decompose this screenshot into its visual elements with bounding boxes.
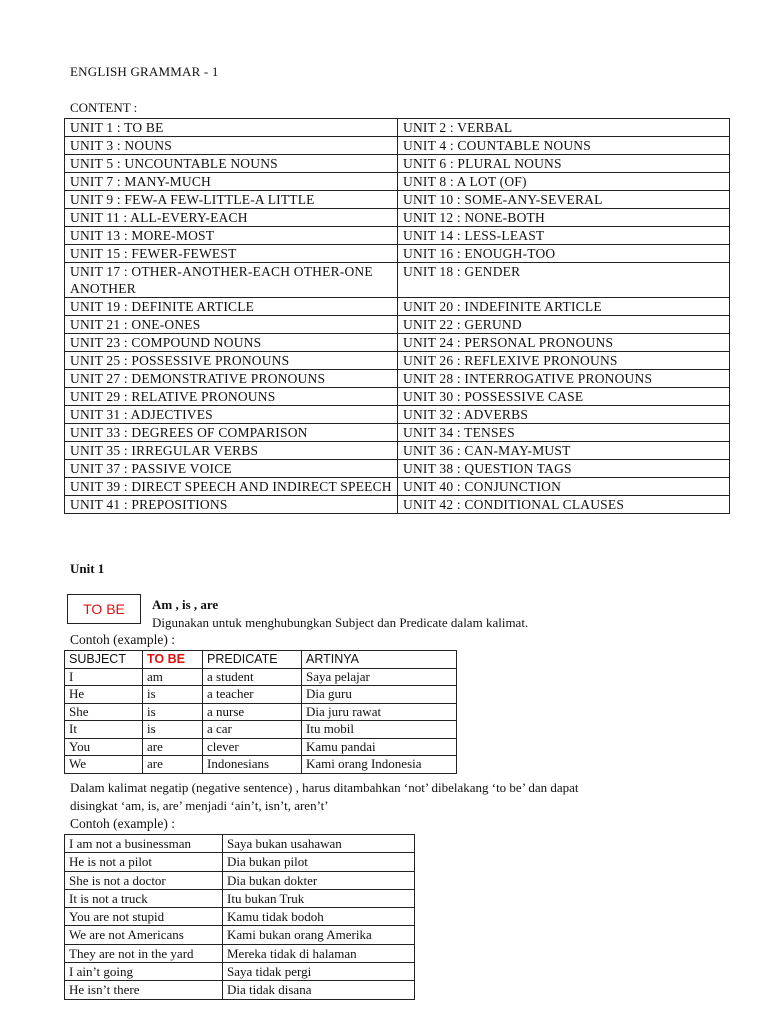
- column-header: PREDICATE: [203, 651, 302, 669]
- toc-unit-left: UNIT 31 : ADJECTIVES: [65, 406, 398, 424]
- toc-unit-right: UNIT 32 : ADVERBS: [398, 406, 730, 424]
- table-row: [65, 889, 415, 907]
- table-cell: is: [143, 686, 203, 704]
- toc-unit-left: UNIT 13 : MORE-MOST: [65, 227, 398, 245]
- table-cell: Saya pelajar: [302, 668, 457, 686]
- toc-row: [65, 460, 730, 478]
- table-cell: is: [143, 703, 203, 721]
- toc-unit-left: UNIT 27 : DEMONSTRATIVE PRONOUNS: [65, 370, 398, 388]
- toc-unit-right: UNIT 22 : GERUND: [398, 316, 730, 334]
- table-row: [65, 871, 415, 889]
- toc-unit-left: UNIT 1 : TO BE: [65, 119, 398, 137]
- toc-unit-left: UNIT 7 : MANY-MUCH: [65, 173, 398, 191]
- table-row: [65, 756, 457, 774]
- table-cell: a car: [203, 721, 302, 739]
- table-cell: Dia bukan pilot: [223, 853, 415, 871]
- toc-unit-left: UNIT 9 : FEW-A FEW-LITTLE-A LITTLE: [65, 191, 398, 209]
- table-row: [65, 926, 415, 944]
- toc-row: [65, 155, 730, 173]
- negative-examples-table: [64, 834, 415, 1000]
- toc-row: [65, 334, 730, 352]
- table-cell: Dia juru rawat: [302, 703, 457, 721]
- toc-unit-right: UNIT 16 : ENOUGH-TOO: [398, 245, 730, 263]
- toc-row: [65, 496, 730, 514]
- table-row: [65, 853, 415, 871]
- table-cell: a student: [203, 668, 302, 686]
- toc-row: [65, 119, 730, 137]
- toc-unit-right: UNIT 18 : GENDER: [398, 263, 730, 298]
- to-be-table: [64, 650, 457, 774]
- toc-unit-right: UNIT 30 : POSSESSIVE CASE: [398, 388, 730, 406]
- toc-unit-left: UNIT 5 : UNCOUNTABLE NOUNS: [65, 155, 398, 173]
- table-cell: We are not Americans: [65, 926, 223, 944]
- toc-unit-left: UNIT 3 : NOUNS: [65, 137, 398, 155]
- table-row: [65, 963, 415, 981]
- toc-row: [65, 406, 730, 424]
- table-cell: Itu mobil: [302, 721, 457, 739]
- table-cell: Kamu tidak bodoh: [223, 908, 415, 926]
- column-header: TO BE: [143, 651, 203, 669]
- toc-row: [65, 137, 730, 155]
- toc-row: [65, 227, 730, 245]
- to-be-label-box: TO BE: [67, 594, 141, 624]
- toc-row: [65, 352, 730, 370]
- table-row: [65, 686, 457, 704]
- table-cell: It is not a truck: [65, 889, 223, 907]
- toc-unit-left: UNIT 39 : DIRECT SPEECH AND INDIRECT SPEECH: [65, 478, 398, 496]
- table-cell: You: [65, 738, 143, 756]
- table-row: [65, 721, 457, 739]
- toc-unit-right: UNIT 42 : CONDITIONAL CLAUSES: [398, 496, 730, 514]
- toc-unit-right: UNIT 20 : INDEFINITE ARTICLE: [398, 298, 730, 316]
- table-cell: He isn’t there: [65, 981, 223, 999]
- toc-unit-left: UNIT 25 : POSSESSIVE PRONOUNS: [65, 352, 398, 370]
- toc-unit-left: UNIT 37 : PASSIVE VOICE: [65, 460, 398, 478]
- table-cell: He: [65, 686, 143, 704]
- toc-unit-left: UNIT 17 : OTHER-ANOTHER-EACH OTHER-ONE ANOTHER: [65, 263, 398, 298]
- toc-unit-right: UNIT 8 : A LOT (OF): [398, 173, 730, 191]
- column-header: ARTINYA: [302, 651, 457, 669]
- table-cell: Saya tidak pergi: [223, 963, 415, 981]
- toc-unit-left: UNIT 29 : RELATIVE PRONOUNS: [65, 388, 398, 406]
- toc-row: [65, 388, 730, 406]
- toc-unit-right: UNIT 10 : SOME-ANY-SEVERAL: [398, 191, 730, 209]
- table-cell: Itu bukan Truk: [223, 889, 415, 907]
- toc-unit-right: UNIT 26 : REFLEXIVE PRONOUNS: [398, 352, 730, 370]
- table-cell: He is not a pilot: [65, 853, 223, 871]
- toc-row: [65, 298, 730, 316]
- contents-table: [64, 118, 730, 514]
- table-cell: I: [65, 668, 143, 686]
- toc-row: [65, 209, 730, 227]
- toc-unit-left: UNIT 33 : DEGREES OF COMPARISON: [65, 424, 398, 442]
- page-title: ENGLISH GRAMMAR - 1: [70, 64, 219, 79]
- table-cell: Kami orang Indonesia: [302, 756, 457, 774]
- table-cell: They are not in the yard: [65, 944, 223, 962]
- toc-row: [65, 478, 730, 496]
- toc-unit-right: UNIT 24 : PERSONAL PRONOUNS: [398, 334, 730, 352]
- table-row: [65, 908, 415, 926]
- toc-row: [65, 245, 730, 263]
- table-row: [65, 703, 457, 721]
- toc-unit-right: UNIT 4 : COUNTABLE NOUNS: [398, 137, 730, 155]
- toc-unit-left: UNIT 21 : ONE-ONES: [65, 316, 398, 334]
- toc-unit-left: UNIT 11 : ALL-EVERY-EACH: [65, 209, 398, 227]
- toc-row: [65, 191, 730, 209]
- toc-row: [65, 424, 730, 442]
- negative-explanation-line: Dalam kalimat negatip (negative sentence) , harus ditambahkan ‘not’ dibelakang ‘to be’ dan dapat: [70, 780, 579, 795]
- toc-unit-right: UNIT 6 : PLURAL NOUNS: [398, 155, 730, 173]
- table-cell: She is not a doctor: [65, 871, 223, 889]
- toc-unit-left: UNIT 35 : IRREGULAR VERBS: [65, 442, 398, 460]
- toc-unit-right: UNIT 38 : QUESTION TAGS: [398, 460, 730, 478]
- table-row: [65, 835, 415, 853]
- table-cell: You are not stupid: [65, 908, 223, 926]
- to-be-forms: Am , is , are: [152, 597, 219, 612]
- table-cell: I am not a businessman: [65, 835, 223, 853]
- content-label: CONTENT :: [70, 100, 138, 115]
- table-row: [65, 981, 415, 999]
- table-row: [65, 944, 415, 962]
- toc-unit-right: UNIT 12 : NONE-BOTH: [398, 209, 730, 227]
- table-cell: We: [65, 756, 143, 774]
- to-be-description: Digunakan untuk menghubungkan Subject dan Predicate dalam kalimat.: [152, 615, 529, 630]
- table-cell: Mereka tidak di halaman: [223, 944, 415, 962]
- table-cell: Kamu pandai: [302, 738, 457, 756]
- table-cell: a teacher: [203, 686, 302, 704]
- table-cell: a nurse: [203, 703, 302, 721]
- table-cell: It: [65, 721, 143, 739]
- table-cell: is: [143, 721, 203, 739]
- table-cell: are: [143, 738, 203, 756]
- toc-row: [65, 370, 730, 388]
- toc-row: [65, 442, 730, 460]
- table-cell: Indonesians: [203, 756, 302, 774]
- table-cell: Saya bukan usahawan: [223, 835, 415, 853]
- toc-row: [65, 173, 730, 191]
- unit-heading: Unit 1: [70, 561, 105, 576]
- example-label: Contoh (example) :: [70, 816, 175, 831]
- table-header-row: [65, 651, 457, 669]
- table-cell: am: [143, 668, 203, 686]
- toc-row: [65, 316, 730, 334]
- table-cell: Kami bukan orang Amerika: [223, 926, 415, 944]
- table-cell: Dia guru: [302, 686, 457, 704]
- table-cell: She: [65, 703, 143, 721]
- table-cell: are: [143, 756, 203, 774]
- table-cell: Dia bukan dokter: [223, 871, 415, 889]
- table-row: [65, 668, 457, 686]
- toc-row: [65, 263, 730, 298]
- toc-unit-right: UNIT 14 : LESS-LEAST: [398, 227, 730, 245]
- toc-unit-right: UNIT 34 : TENSES: [398, 424, 730, 442]
- toc-unit-left: UNIT 23 : COMPOUND NOUNS: [65, 334, 398, 352]
- table-cell: Dia tidak disana: [223, 981, 415, 999]
- example-label: Contoh (example) :: [70, 632, 175, 647]
- table-row: [65, 738, 457, 756]
- toc-unit-right: UNIT 2 : VERBAL: [398, 119, 730, 137]
- toc-unit-right: UNIT 40 : CONJUNCTION: [398, 478, 730, 496]
- toc-unit-left: UNIT 15 : FEWER-FEWEST: [65, 245, 398, 263]
- table-cell: I ain’t going: [65, 963, 223, 981]
- negative-explanation-line: disingkat ‘am, is, are’ menjadi ‘ain’t, isn’t, aren’t’: [70, 798, 329, 813]
- table-cell: clever: [203, 738, 302, 756]
- column-header: SUBJECT: [65, 651, 143, 669]
- toc-unit-left: UNIT 41 : PREPOSITIONS: [65, 496, 398, 514]
- toc-unit-right: UNIT 28 : INTERROGATIVE PRONOUNS: [398, 370, 730, 388]
- toc-unit-right: UNIT 36 : CAN-MAY-MUST: [398, 442, 730, 460]
- toc-unit-left: UNIT 19 : DEFINITE ARTICLE: [65, 298, 398, 316]
